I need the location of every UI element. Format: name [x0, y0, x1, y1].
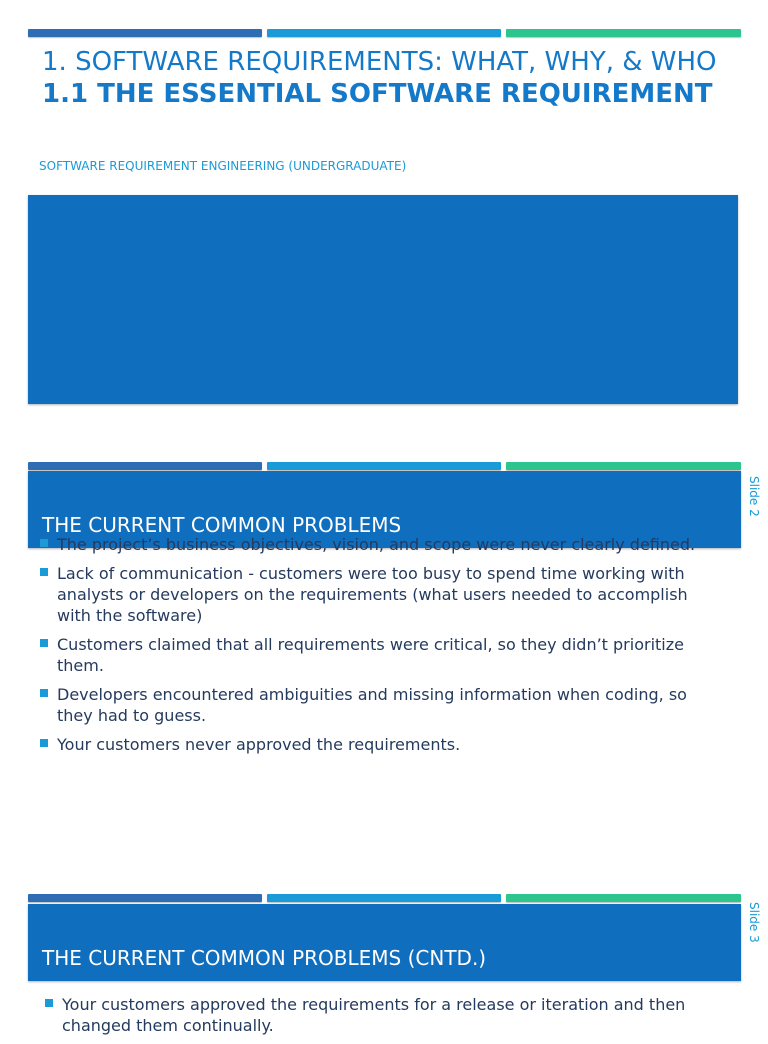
- bullet-square-icon: [45, 999, 53, 1007]
- slide2-number: Slide 2: [747, 476, 761, 517]
- slide3-title: THE CURRENT COMMON PROBLEMS (CNTD.): [42, 946, 487, 970]
- slide3-header-band: [28, 904, 741, 981]
- slide1-accent-bars: [28, 29, 741, 37]
- accent-bar-mid: [267, 462, 501, 470]
- list-item: [38, 734, 718, 755]
- list-item: [43, 994, 718, 1036]
- slide3-number-tag: [744, 902, 764, 962]
- bullet-text: Your customers never approved the requirements.: [57, 735, 461, 754]
- slide2-bullet-list: [38, 534, 718, 763]
- slide1-hero-panel: [28, 195, 738, 404]
- bullet-square-icon: [40, 639, 48, 647]
- accent-bar-mid: [267, 29, 501, 37]
- bullet-square-icon: [40, 739, 48, 747]
- accent-bar-dark: [28, 29, 262, 37]
- accent-bar-green: [506, 894, 741, 902]
- bullet-text: The project’s business objectives, vision, and scope were never clearly defined.: [57, 535, 696, 554]
- slide1-title-line2: 1.1 THE ESSENTIAL SOFTWARE REQUIREMENT: [42, 79, 713, 109]
- slide1-title-line1: 1. SOFTWARE REQUIREMENTS: WHAT, WHY, & WHO: [42, 47, 717, 77]
- bullet-text: Your customers approved the requirements for a release or iteration and then changed them continually.: [62, 995, 686, 1035]
- list-item: [38, 563, 718, 626]
- slide3-bullet-list: [43, 994, 718, 1044]
- bullet-text: Customers claimed that all requirements were critical, so they didn’t prioritize them.: [57, 635, 684, 675]
- slide2-title: THE CURRENT COMMON PROBLEMS: [42, 513, 402, 537]
- bullet-text: Lack of communication - customers were too busy to spend time working with analysts or developers on the requirements (what users needed to accomplish with the software): [57, 564, 688, 625]
- slide3-accent-bars: [28, 894, 741, 902]
- list-item: [38, 684, 718, 726]
- slide2-number-tag: [744, 476, 764, 536]
- slide3-number: Slide 3: [747, 902, 761, 943]
- accent-bar-green: [506, 462, 741, 470]
- accent-bar-mid: [267, 894, 501, 902]
- slide2-accent-bars: [28, 462, 741, 470]
- accent-bar-dark: [28, 894, 262, 902]
- accent-bar-dark: [28, 462, 262, 470]
- slide1-subtitle: SOFTWARE REQUIREMENT ENGINEERING (UNDERGRADUATE): [39, 159, 407, 173]
- list-item: [38, 634, 718, 676]
- bullet-square-icon: [40, 689, 48, 697]
- accent-bar-green: [506, 29, 741, 37]
- bullet-square-icon: [40, 568, 48, 576]
- bullet-text: Developers encountered ambiguities and missing information when coding, so they had to guess.: [57, 685, 687, 725]
- list-item: [38, 534, 718, 555]
- bullet-square-icon: [40, 539, 48, 547]
